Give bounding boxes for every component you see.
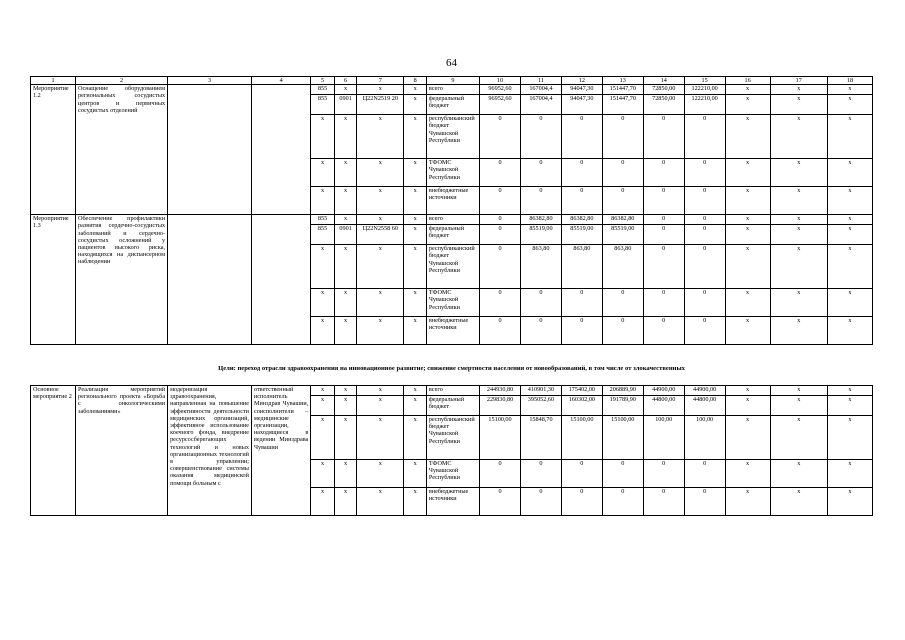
value-cell: 0 [561,115,602,159]
code-cell: х [357,215,404,225]
value-cell: х [770,289,827,317]
measure-cell: Мероприятие 1.3 [31,215,76,345]
code-cell: х [357,460,404,488]
code-cell: х [404,396,427,416]
column-number: 18 [827,77,872,85]
value-cell: 167004,4 [520,95,561,115]
funding-source-cell: республиканский бюджет Чувашской Республики [426,245,479,289]
value-cell: 15848,70 [520,416,561,460]
value-cell: 0 [643,289,684,317]
code-cell: 0901 [334,95,357,115]
funding-source-cell: ТФОМС Чувашской Республики [426,460,479,488]
value-cell: 122210,00 [684,85,725,95]
value-cell: х [725,396,770,416]
code-cell: х [357,488,404,516]
funding-source-cell: федеральный бюджет [426,225,479,245]
value-cell: 72850,00 [643,95,684,115]
column-number: 1 [31,77,76,85]
value-cell: 0 [480,245,521,289]
value-cell: 160302,00 [561,396,602,416]
value-cell: 0 [684,115,725,159]
code-cell: х [404,225,427,245]
column-number: 14 [643,77,684,85]
value-cell: х [725,215,770,225]
value-cell: 0 [480,115,521,159]
code-cell: х [357,386,404,396]
measure-name-cell: Оснащение оборудованием региональных сосудистых центров и первичных сосудистых отделений [76,85,168,215]
column-number: 6 [334,77,357,85]
value-cell: х [827,289,872,317]
code-cell: х [357,115,404,159]
code-cell: х [334,159,357,187]
value-cell: х [770,159,827,187]
value-cell: 0 [643,225,684,245]
value-cell: х [725,289,770,317]
value-cell: 229830,80 [480,396,521,416]
goal-cell: модернизация здравоохранения, направленная на повышение эффективности деятельности медицинских организаций, эффективное использование коечного фонда, внедрение ресурсосберегающих технологий и новых организационных технологий в управлении; совершенствование системы оказания медицинской помощи больным с [168,386,252,516]
funding-source-cell: внебюджетные источники [426,317,479,345]
code-cell: х [357,187,404,215]
code-cell: х [311,159,335,187]
column-number: 3 [168,77,252,85]
value-cell: 0 [643,488,684,516]
executor-cell: ответственный исполнитель Минздрав Чувашии, соисполнители – медицинские организации, находящиеся в ведении Минздрава Чувашии [251,386,310,516]
code-cell: х [404,159,427,187]
goal-heading: Цели: переход отрасли здравоохранения на инновационное развитие; снижение смертности населения от новообразований, в том числе от злокачественных [218,365,685,372]
value-cell: 0 [643,159,684,187]
value-cell: х [725,95,770,115]
value-cell: х [827,187,872,215]
code-cell: х [357,245,404,289]
code-cell: х [311,460,335,488]
value-cell: 0 [684,215,725,225]
measure-cell: Мероприятие 1.2 [31,85,76,215]
value-cell: 0 [643,460,684,488]
funding-source-cell: республиканский бюджет Чувашской Республики [426,416,479,460]
value-cell: х [725,386,770,396]
value-cell: 15100,00 [561,416,602,460]
value-cell: 0 [684,289,725,317]
code-cell: х [334,416,357,460]
value-cell: х [827,215,872,225]
code-cell: х [357,396,404,416]
value-cell: 0 [684,159,725,187]
measure-name-cell: Реализация мероприятий регионального проекта «Борьба с онкологическими заболеваниями» [76,386,168,516]
column-number: 10 [480,77,521,85]
value-cell: 0 [643,187,684,215]
value-cell: 151447,70 [602,85,643,95]
value-cell: 0 [602,460,643,488]
funding-source-cell: всего [426,215,479,225]
value-cell: х [770,386,827,396]
code-cell: х [334,460,357,488]
value-cell: х [725,159,770,187]
value-cell: 0 [561,460,602,488]
value-cell: х [827,159,872,187]
value-cell: 0 [520,289,561,317]
value-cell: 0 [520,187,561,215]
value-cell: 0 [602,187,643,215]
value-cell: 100,00 [643,416,684,460]
funding-source-cell: всего [426,386,479,396]
value-cell: х [827,115,872,159]
value-cell: х [770,488,827,516]
value-cell: 863,80 [602,245,643,289]
code-cell: х [404,215,427,225]
code-cell: Ц22N2558 60 [357,225,404,245]
code-cell: х [357,289,404,317]
column-number: 4 [251,77,310,85]
column-number: 8 [404,77,427,85]
value-cell: 0 [480,215,521,225]
executor-cell [251,85,310,215]
column-number: 5 [311,77,335,85]
code-cell: х [311,488,335,516]
value-cell: 15100,00 [480,416,521,460]
value-cell: 0 [520,115,561,159]
value-cell: 0 [561,289,602,317]
value-cell: 0 [602,115,643,159]
value-cell: х [827,386,872,396]
value-cell: 167004,4 [520,85,561,95]
column-number: 9 [426,77,479,85]
value-cell: 151447,70 [602,95,643,115]
value-cell: 44900,00 [643,386,684,396]
code-cell: х [334,317,357,345]
code-cell: х [311,289,335,317]
column-number: 7 [357,77,404,85]
funding-source-cell: ТФОМС Чувашской Республики [426,159,479,187]
measure-cell: Основное мероприятие 2 [31,386,76,516]
value-cell: 44900,00 [684,386,725,396]
value-cell: х [770,115,827,159]
value-cell: 206889,90 [602,386,643,396]
value-cell: х [827,245,872,289]
code-cell: х [311,386,335,396]
value-cell: х [725,187,770,215]
goal-cell [168,85,252,215]
value-cell: 0 [480,225,521,245]
code-cell: х [334,187,357,215]
value-cell: 0 [561,488,602,516]
value-cell: х [770,215,827,225]
value-cell: х [725,416,770,460]
table-row [31,386,873,396]
code-cell: 855 [311,85,335,95]
code-cell: 855 [311,215,335,225]
value-cell: х [770,317,827,345]
value-cell: 0 [684,187,725,215]
value-cell: 244930,80 [480,386,521,396]
value-cell: х [827,416,872,460]
funding-source-cell: федеральный бюджет [426,95,479,115]
value-cell: 0 [520,317,561,345]
value-cell: х [770,460,827,488]
value-cell: 86382,80 [520,215,561,225]
value-cell: 85519,00 [561,225,602,245]
column-number: 2 [76,77,168,85]
value-cell: 0 [643,215,684,225]
code-cell: х [404,416,427,460]
code-cell: х [334,396,357,416]
value-cell: х [770,85,827,95]
column-number-row [31,77,873,85]
code-cell: х [334,488,357,516]
value-cell: 0 [602,159,643,187]
code-cell: х [404,187,427,215]
value-cell: х [725,245,770,289]
value-cell: х [725,85,770,95]
value-cell: х [827,396,872,416]
value-cell: 0 [684,488,725,516]
code-cell: Ц22N2519 20 [357,95,404,115]
value-cell: х [725,115,770,159]
value-cell: 0 [602,317,643,345]
column-number: 15 [684,77,725,85]
code-cell: 0901 [334,225,357,245]
value-cell: 96952,60 [480,85,521,95]
value-cell: 85519,00 [520,225,561,245]
code-cell: х [311,187,335,215]
value-cell: 0 [643,317,684,345]
code-cell: х [404,317,427,345]
value-cell: 0 [480,187,521,215]
code-cell: х [311,317,335,345]
value-cell: 0 [643,245,684,289]
code-cell: х [311,396,335,416]
value-cell: 44800,00 [643,396,684,416]
value-cell: 0 [602,488,643,516]
value-cell: 395052,60 [520,396,561,416]
code-cell: х [357,159,404,187]
column-number: 12 [561,77,602,85]
value-cell: 175402,00 [561,386,602,396]
funding-source-cell: ТФОМС Чувашской Республики [426,289,479,317]
value-cell: 86382,80 [602,215,643,225]
value-cell: 72850,00 [643,85,684,95]
column-number: 13 [602,77,643,85]
funding-source-cell: внебюджетные источники [426,488,479,516]
code-cell: х [334,85,357,95]
value-cell: 96952,60 [480,95,521,115]
page-number: 64 [446,57,457,69]
value-cell: х [725,225,770,245]
code-cell: х [404,115,427,159]
value-cell: х [770,245,827,289]
code-cell: х [357,317,404,345]
budget-table-top [30,76,873,345]
goal-cell [168,215,252,345]
value-cell: 410901,30 [520,386,561,396]
code-cell: х [334,215,357,225]
code-cell: х [404,289,427,317]
value-cell: х [725,460,770,488]
value-cell: 0 [480,317,521,345]
code-cell: х [404,85,427,95]
code-cell: х [357,416,404,460]
value-cell: х [827,95,872,115]
code-cell: х [311,115,335,159]
code-cell: х [334,386,357,396]
executor-cell [251,215,310,345]
value-cell: 0 [520,159,561,187]
value-cell: х [827,85,872,95]
funding-source-cell: федеральный бюджет [426,396,479,416]
code-cell: 855 [311,95,335,115]
code-cell: х [334,115,357,159]
value-cell: х [827,225,872,245]
value-cell: 0 [684,460,725,488]
value-cell: 0 [643,115,684,159]
code-cell: х [404,386,427,396]
table-row [31,85,873,95]
value-cell: 863,80 [561,245,602,289]
value-cell: 122210,00 [684,95,725,115]
code-cell: х [334,245,357,289]
code-cell: х [404,245,427,289]
code-cell: х [404,95,427,115]
code-cell: х [311,245,335,289]
value-cell: 85519,00 [602,225,643,245]
value-cell: х [770,95,827,115]
code-cell: х [404,460,427,488]
value-cell: 863,80 [520,245,561,289]
table-row [31,215,873,225]
value-cell: 0 [520,460,561,488]
value-cell: х [770,187,827,215]
value-cell: х [725,317,770,345]
value-cell: 0 [561,187,602,215]
value-cell: х [770,225,827,245]
value-cell: х [725,488,770,516]
value-cell: 0 [602,289,643,317]
value-cell: х [770,416,827,460]
value-cell: 0 [561,159,602,187]
code-cell: х [334,289,357,317]
value-cell: 0 [480,289,521,317]
column-number: 11 [520,77,561,85]
value-cell: 0 [480,488,521,516]
value-cell: х [827,488,872,516]
funding-source-cell: всего [426,85,479,95]
funding-source-cell: внебюджетные источники [426,187,479,215]
value-cell: х [770,396,827,416]
code-cell: х [404,488,427,516]
value-cell: 0 [684,317,725,345]
value-cell: 0 [684,245,725,289]
column-number: 16 [725,77,770,85]
value-cell: х [827,460,872,488]
code-cell: 855 [311,225,335,245]
value-cell: 94047,30 [561,95,602,115]
value-cell: 0 [561,317,602,345]
value-cell: 191789,90 [602,396,643,416]
value-cell: 15100,00 [602,416,643,460]
code-cell: х [357,85,404,95]
value-cell: 94047,30 [561,85,602,95]
funding-source-cell: республиканский бюджет Чувашской Республики [426,115,479,159]
value-cell: 0 [520,488,561,516]
budget-table-bottom [30,385,873,516]
value-cell: 100,00 [684,416,725,460]
measure-name-cell: Обеспечение профилактики развития сердечно-сосудистых заболеваний и сердечно-сосудистых осложнений у пациентов высокого риска, находящихся на диспансерном наблюдении [76,215,168,345]
value-cell: 86382,80 [561,215,602,225]
column-number: 17 [770,77,827,85]
value-cell: х [827,317,872,345]
code-cell: х [311,416,335,460]
value-cell: 0 [684,225,725,245]
value-cell: 44800,00 [684,396,725,416]
value-cell: 0 [480,460,521,488]
value-cell: 0 [480,159,521,187]
